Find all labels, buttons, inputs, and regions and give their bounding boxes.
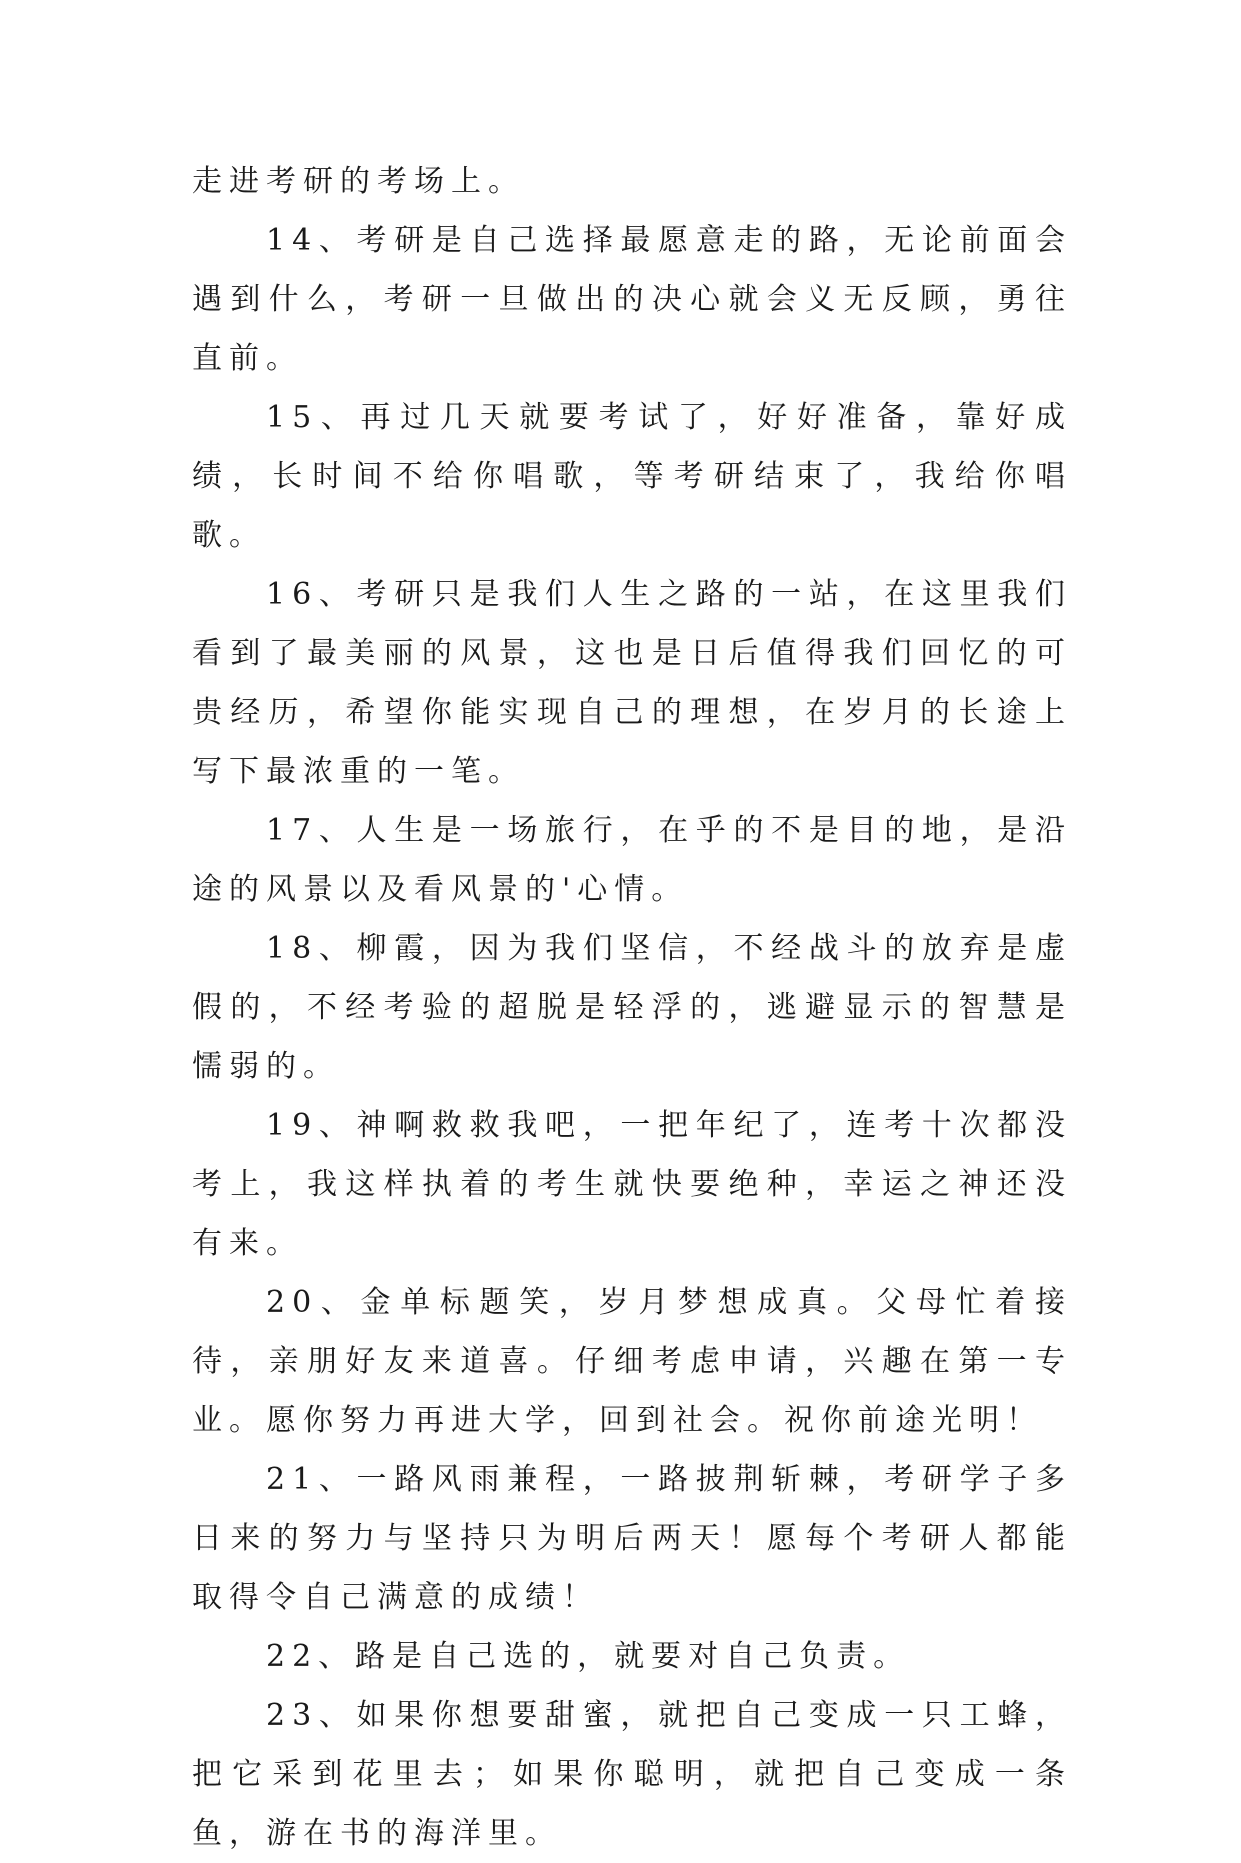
paragraph-23: 23、如果你想要甜蜜，就把自己变成一只工蜂，把它采到花里去；如果你聪明，就把自己变成一条鱼，游在书的海洋里。 bbox=[192, 1698, 1072, 1851]
paragraph-20: 20、金单标题笑，岁月梦想成真。父母忙着接待，亲朋好友来道喜。仔细考虑申请，兴趣在第一专业。愿你努力再进大学，回到社会。祝你前途光明！ bbox=[192, 1285, 1072, 1438]
paragraph-16: 16、考研只是我们人生之路的一站，在这里我们看到了最美丽的风景，这也是日后值得我们回忆的可贵经历，希望你能实现自己的理想，在岁月的长途上写下最浓重的一笔。 bbox=[192, 577, 1072, 789]
paragraph-17: 17、人生是一场旅行，在乎的不是目的地，是沿途的风景以及看风景的'心情。 bbox=[192, 813, 1072, 907]
paragraph-14: 14、考研是自己选择最愿意走的路，无论前面会遇到什么，考研一旦做出的决心就会义无反顾，勇往直前。 bbox=[192, 223, 1072, 376]
paragraph-18: 18、柳霞，因为我们坚信，不经战斗的放弃是虚假的，不经考验的超脱是轻浮的，逃避显示的智慧是懦弱的。 bbox=[192, 931, 1072, 1084]
paragraph-21: 21、一路风雨兼程，一路披荆斩棘，考研学子多日来的努力与坚持只为明后两天！愿每个考研人都能取得令自己满意的成绩！ bbox=[192, 1462, 1072, 1615]
paragraph-15: 15、再过几天就要考试了，好好准备，靠好成绩，长时间不给你唱歌，等考研结束了，我给你唱歌。 bbox=[192, 400, 1072, 553]
paragraph-19: 19、神啊救救我吧，一把年纪了，连考十次都没考上，我这样执着的考生就快要绝种，幸运之神还没有来。 bbox=[192, 1108, 1072, 1261]
document-body bbox=[192, 152, 1072, 1863]
paragraph-22: 22、路是自己选的，就要对自己负责。 bbox=[266, 1639, 911, 1674]
paragraph-continuation: 走进考研的考场上。 bbox=[192, 164, 525, 199]
